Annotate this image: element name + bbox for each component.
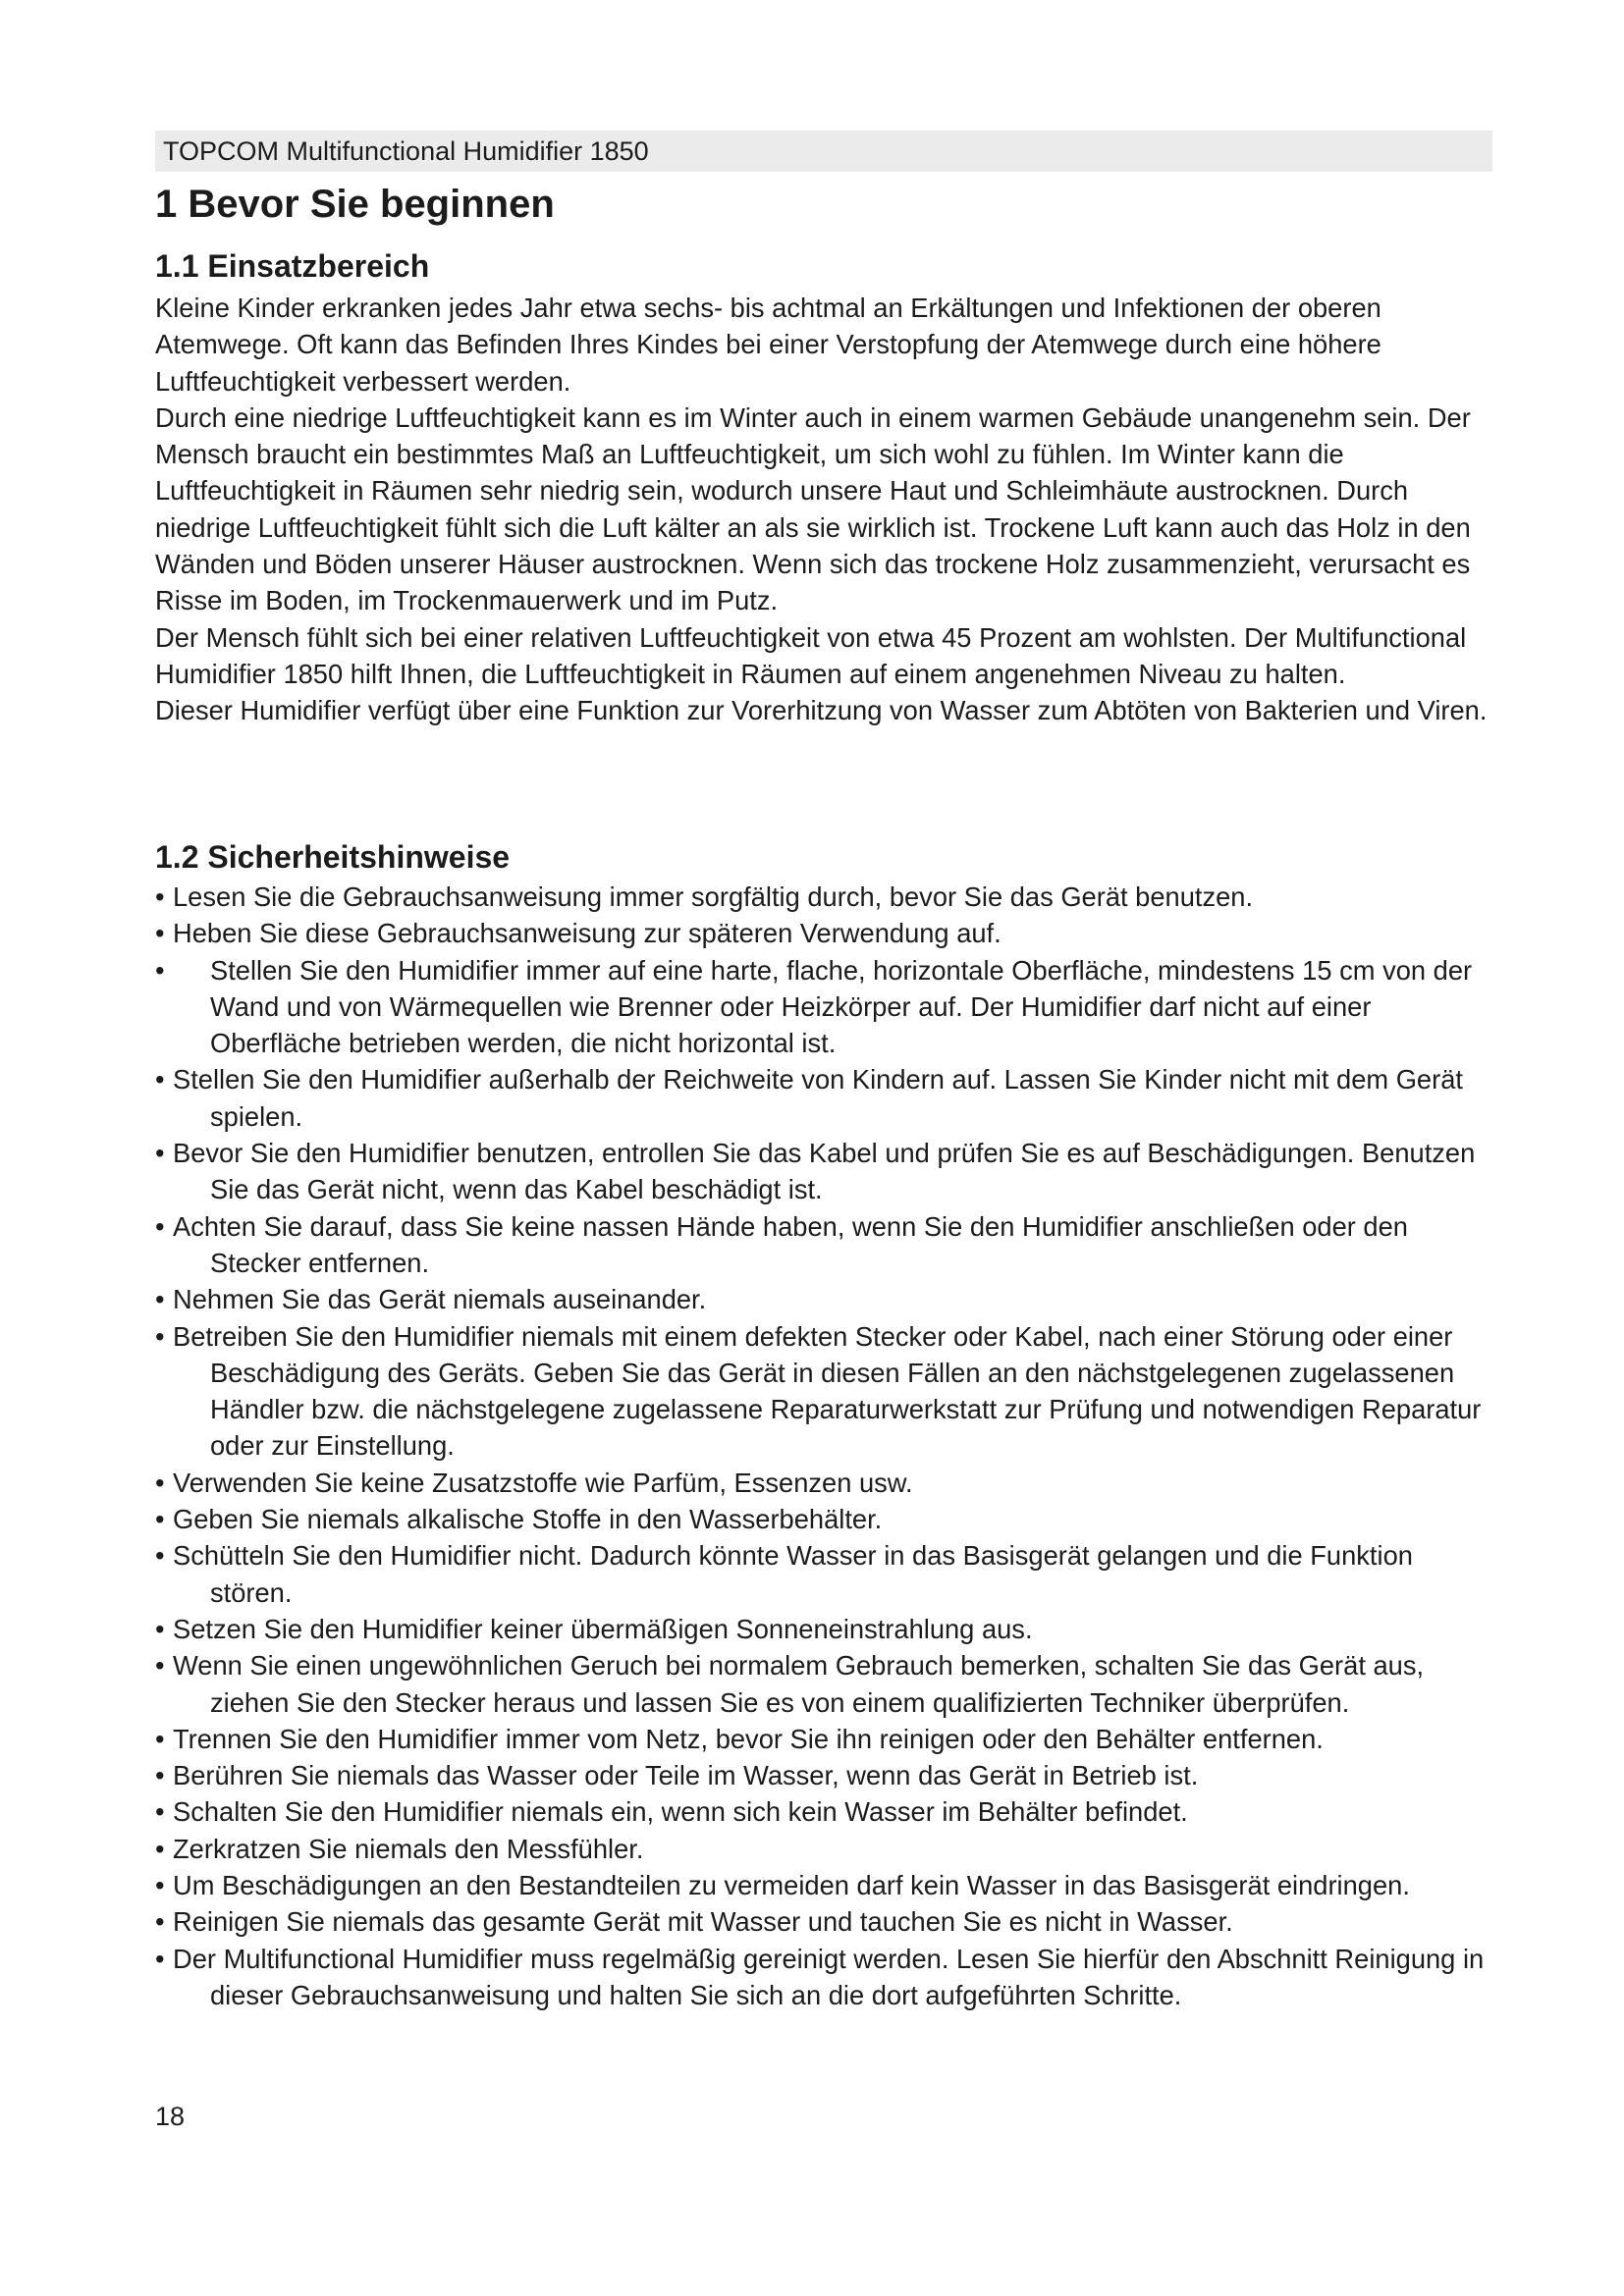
bullet-icon: • — [155, 1870, 165, 1901]
list-item-text: Der Multifunctional Humidifier muss regelmäßig gereinigt werden. Lesen Sie hierfür den Abschnitt Reinigung in dieser Gebrauchsanweisung und halten Sie sich an die dort aufgeführten Schritte. — [173, 1943, 1485, 2010]
list-item-text: Setzen Sie den Humidifier keiner übermäßigen Sonneneinstrahlung aus. — [173, 1613, 1033, 1644]
list-item-text: Um Beschädigungen an den Bestandteilen zu vermeiden darf kein Wasser in das Basisgerät eindringen. — [173, 1870, 1410, 1901]
list-item — [155, 1501, 1500, 1537]
list-item — [155, 1611, 1500, 1647]
list-item — [155, 1318, 1500, 1465]
list-item — [155, 1903, 1500, 1940]
bullet-icon: • — [155, 1320, 165, 1352]
list-item — [155, 1281, 1500, 1317]
list-item-text: Stellen Sie den Humidifier immer auf eine harte, flache, horizontale Oberfläche, mindestens 15 cm von der Wand und von Wärmequellen wie Brenner oder Heizkörper auf. Der Humidifier darf nicht auf einer Oberfläche betrieben werden, die nicht horizontal ist. — [210, 954, 1473, 1059]
bullet-icon: • — [155, 1210, 165, 1242]
list-item — [155, 879, 1500, 915]
list-item — [155, 952, 1500, 1062]
list-item-text: Heben Sie diese Gebrauchsanweisung zur späteren Verwendung auf. — [173, 918, 1001, 949]
bullet-icon: • — [155, 1467, 165, 1498]
list-item — [155, 1793, 1500, 1830]
list-item — [155, 1465, 1500, 1501]
bullet-icon: • — [155, 1723, 165, 1754]
bullet-icon: • — [155, 1613, 165, 1644]
list-item — [155, 1831, 1500, 1867]
bullet-icon: • — [155, 1284, 165, 1315]
list-item — [155, 1941, 1500, 2014]
bullet-icon: • — [155, 954, 165, 986]
bullet-icon: • — [155, 1504, 165, 1535]
list-item-text: Achten Sie darauf, dass Sie keine nassen Hände haben, wenn Sie den Humidifier anschließen oder den Stecker entfernen. — [173, 1210, 1408, 1278]
list-item — [155, 1537, 1500, 1611]
list-item-text: Schalten Sie den Humidifier niemals ein, wenn sich kein Wasser im Behälter befindet. — [173, 1796, 1188, 1828]
list-item — [155, 1208, 1500, 1282]
list-item — [155, 1061, 1500, 1135]
list-item-text: Berühren Sie niemals das Wasser oder Teile im Wasser, wenn das Gerät in Betrieb ist. — [173, 1760, 1199, 1791]
list-item-text: Reinigen Sie niemals das gesamte Gerät mit Wasser und tauchen Sie es nicht in Wasser. — [173, 1906, 1233, 1938]
paragraph: Kleine Kinder erkranken jedes Jahr etwa sechs- bis achtmal an Erkältungen und Infektionen der oberen Atemwege. Oft kann das Befinden Ihres Kindes bei einer Verstopfung der Atemwege durch eine höhere Luftfeuchtigkeit verbessert werden. — [155, 293, 1381, 397]
bullet-icon: • — [155, 881, 165, 912]
list-item-text: Zerkratzen Sie niemals den Messfühler. — [173, 1833, 644, 1864]
section-title-safety: 1.2 Sicherheitshinweise — [155, 839, 511, 875]
bullet-icon: • — [155, 1906, 165, 1938]
list-item-text: Nehmen Sie das Gerät niemals auseinander. — [173, 1284, 707, 1315]
bullet-icon: • — [155, 918, 165, 949]
paragraph: Durch eine niedrige Luftfeuchtigkeit kann es im Winter auch in einem warmen Gebäude unangenehm sein. Der Mensch braucht ein bestimmtes Maß an Luftfeuchtigkeit, um sich wohl zu fühlen. Im Winter kann die Luftfeuchtigkeit in Räumen sehr niedrig sein, wodurch unsere Haut und Schleimhäute austrocknen. Durch niedrige Luftfeuchtigkeit fühlt sich die Luft kälter an als sie wirklich ist. Trockene Luft kann auch das Holz in den Wänden und Böden unserer Häuser austrocknen. Wenn sich das trockene Holz zusammenzieht, verursacht es Risse im Boden, im Trockenmauerwerk und im Putz. — [155, 401, 1471, 616]
bullet-icon: • — [155, 1943, 165, 1974]
list-item-text: Geben Sie niemals alkalische Stoffe in den Wasserbehälter. — [173, 1504, 883, 1535]
list-item-text: Schütteln Sie den Humidifier nicht. Dadurch könnte Wasser in das Basisgerät gelangen und die Funktion stören. — [173, 1540, 1413, 1608]
bullet-icon: • — [155, 1064, 165, 1095]
list-item-text: Trennen Sie den Humidifier immer vom Netz, bevor Sie ihn reinigen oder den Behälter entfernen. — [173, 1723, 1324, 1754]
running-header: TOPCOM Multifunctional Humidifier 1850 — [155, 131, 1492, 172]
chapter-title: 1 Bevor Sie beginnen — [155, 183, 555, 226]
safety-list — [155, 879, 1500, 2013]
list-item-text: Verwenden Sie keine Zusatzstoffe wie Parfüm, Essenzen usw. — [173, 1467, 913, 1498]
list-item — [155, 1135, 1500, 1208]
bullet-icon: • — [155, 1796, 165, 1828]
list-item — [155, 915, 1500, 951]
list-item — [155, 1721, 1500, 1757]
list-item-text: Stellen Sie den Humidifier außerhalb der Reichweite von Kindern auf. Lassen Sie Kinder nicht mit dem Gerät spielen. — [173, 1064, 1463, 1132]
list-item — [155, 1757, 1500, 1793]
list-item-text: Lesen Sie die Gebrauchsanweisung immer sorgfältig durch, bevor Sie das Gerät benutzen. — [173, 881, 1254, 912]
usage-text — [155, 290, 1500, 729]
bullet-icon: • — [155, 1138, 165, 1169]
bullet-icon: • — [155, 1760, 165, 1791]
section-title-usage: 1.1 Einsatzbereich — [155, 248, 430, 284]
list-item-text: Betreiben Sie den Humidifier niemals mit einem defekten Stecker oder Kabel, nach einer Störung oder einer Beschädigung des Geräts. Geben Sie das Gerät in diesen Fällen an den nächstgelegenen zugelassenen Händler bzw. die nächstgelegene zugelassene Reparaturwerkstatt zur Prüfung und notwendigen Reparatur oder zur Einstellung. — [173, 1320, 1482, 1462]
bullet-icon: • — [155, 1540, 165, 1572]
list-item-text: Wenn Sie einen ungewöhnlichen Geruch bei normalem Gebrauch bemerken, schalten Sie das Gerät aus, ziehen Sie den Stecker heraus und lassen Sie es von einem qualifizierten Techniker überprüfen. — [173, 1650, 1425, 1718]
list-item — [155, 1867, 1500, 1903]
bullet-icon: • — [155, 1650, 165, 1682]
list-item-text: Bevor Sie den Humidifier benutzen, entrollen Sie das Kabel und prüfen Sie es auf Beschädigungen. Benutzen Sie das Gerät nicht, wenn das Kabel beschädigt ist. — [173, 1138, 1476, 1205]
page-number: 18 — [155, 2102, 186, 2131]
paragraph: Dieser Humidifier verfügt über eine Funktion zur Vorerhitzung von Wasser zum Abtöten von Bakterien und Viren. — [155, 695, 1488, 726]
paragraph: Der Mensch fühlt sich bei einer relativen Luftfeuchtigkeit von etwa 45 Prozent am wohlsten. Der Multifunctional Humidifier 1850 hilft Ihnen, die Luftfeuchtigkeit in Räumen auf einem angenehmen Niveau zu halten. — [155, 621, 1467, 689]
bullet-icon: • — [155, 1833, 165, 1864]
list-item — [155, 1647, 1500, 1721]
